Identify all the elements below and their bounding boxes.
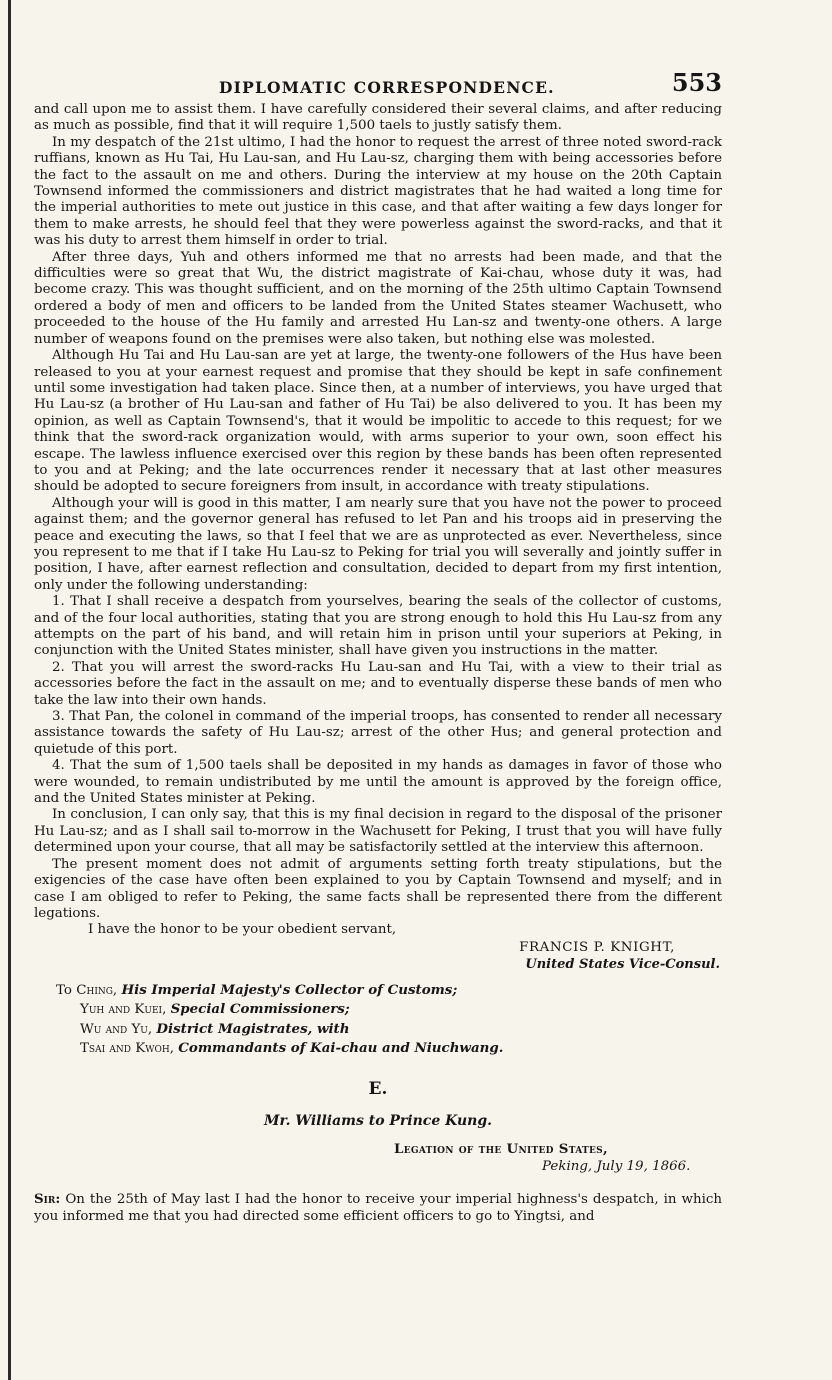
addressee-role: Special Commissioners; [170, 1001, 350, 1018]
addressee-role: District Magistrates, with [156, 1020, 350, 1037]
document-page [34, 62, 722, 1225]
legation-heading [34, 1141, 722, 1177]
page-header [34, 62, 722, 102]
closing-line: I have the honor to be your obedient servant, [88, 922, 397, 938]
paragraph: After three days, Yuh and others informed me that no arrests had been made, and that the difficulties were so great that Wu, the district magistrate of Kai-chau, whose duty it was, had become crazy. This was thought sufficient, and on the morning of the 25th ultimo Captain Townsend ordered a body of men and officers to be landed from the United States steamer Wachusett, who proceeded to the house of the Hu family and arrested Hu Lan-sz and twenty-one others. A large number of weapons found on the premises were also taken, but nothing else was molested. [34, 249, 722, 347]
salutation-label: Sir: [34, 1190, 61, 1207]
signature-block [34, 939, 722, 973]
addressee-line [56, 981, 722, 1001]
section-letter: E. [368, 1078, 388, 1099]
addressee-names: Wu and Yu, [80, 1021, 153, 1037]
addressee-names: Tsai and Kwoh, [80, 1041, 174, 1057]
legation-name: Legation of the United States, [394, 1140, 608, 1157]
paragraph: and call upon me to assist them. I have carefully considered their several claims, and after reducing as much as possible, find that it will require 1,500 taels to justly satisfy them. [34, 102, 722, 134]
paragraph: Although your will is good in this matter, I am nearly sure that you have not the power to proceed against them; and the governor general has refused to let Pan and his troops aid in preserving the peace and executing the laws, so that I feel that we are as unprotected as ever. Nevertheless, since you represent to me that if I take Hu Lau-sz to Peking for trial you will severally and jointly suffer in position, I have, after earnest reflection and consultation, decided to depart from my first intention, only under the following understanding: [34, 495, 722, 593]
paragraph: Although Hu Tai and Hu Lau-san are yet at large, the twenty-one followers of the Hus have been released to you at your earnest request and promise that they should be kept in safe confinement until some investigation had taken place. Since then, at a number of interviews, you have urged that Hu Lau-sz (a brother of Hu Lau-san and father of Hu Tai) be also delivered to you. It has been my opinion, as well as Captain Townsend's, that it would be impolitic to accede to this request; for we think that the sword-rack organization would, with arms superior to your own, soon effect his escape. The lawless influence exercised over this region by these bands has been often represented to you and at Peking; and the late occurrences render it necessary that at last other measures should be adopted to secure foreigners from insult, in accordance with treaty stipulations. [34, 348, 722, 495]
paragraph: In conclusion, I can only say, that this is my final decision in regard to the disposal of the prisoner Hu Lau-sz; and as I shall sail to-morrow in the Wachusett for Peking, I trust that you will have fully determined upon your course, that all may be satisfactorily settled at the interview this afternoon. [34, 807, 722, 856]
running-head: DIPLOMATIC CORRESPONDENCE. [219, 78, 555, 97]
addressee-prefix: To [56, 982, 77, 998]
addressee-names: Yuh and Kuei, [80, 1002, 167, 1018]
addressee-list [34, 981, 722, 1059]
legation-date: Peking, July 19, 1866. [542, 1158, 691, 1174]
addressee-role: His Imperial Majesty's Collector of Customs; [121, 981, 458, 998]
numbered-condition: 1. That I shall receive a despatch from yourselves, bearing the seals of the collector of customs, and of the four local authorities, stating that you are strong enough to hold this Hu Lau-sz from any attempts on the part of his band, and will retain him in prison until your superiors at Peking, in conjunction with the United States minister, shall have given you instructions in the matter. [34, 594, 722, 659]
addressee-line [56, 1020, 722, 1040]
addressee-names: Ching, [76, 982, 118, 998]
paragraph: In my despatch of the 21st ultimo, I had the honor to request the arrest of three noted sword-rack ruffians, known as Hu Tai, Hu Lau-san, and Hu Lau-sz, charging them with being accessories before the fact to the assault on me and others. During the interview at my house on the 20th Captain Townsend informed the commissioners and district magistrates that he had waited a long time for the imperial authorities to mete out justice in this case, and that after waiting a few days longer for them to make arrests, he should feel that they were powerless against the sword-racks, and that it was his duty to arrest them himself in order to trial. [34, 134, 722, 249]
document-title: Mr. Williams to Prince Kung. [264, 1112, 492, 1129]
page-number: 553 [671, 68, 722, 97]
numbered-condition: 3. That Pan, the colonel in command of the imperial troops, has consented to render all necessary assistance towards the safety of Hu Lau-sz; arrest of the other Hus; and general protection and quietude of this port. [34, 709, 722, 757]
page-binding-edge [8, 0, 11, 1380]
addressee-role: Commandants of Kai-chau and Niuchwang. [178, 1040, 504, 1057]
addressee-line [56, 1000, 722, 1020]
numbered-condition: 2. That you will arrest the sword-racks Hu Lau-san and Hu Tai, with a view to their trial as accessories before the fact in the assault on me; and to eventually disperse these bands of men who take the law into their own hands. [34, 659, 722, 708]
salutation-text: On the 25th of May last I had the honor to receive your imperial highness's despatch, in which you informed me that you had directed some efficient officers to go to Yingtsi, and [34, 1191, 722, 1224]
signatory-title: United States Vice-Consul. [525, 956, 720, 972]
numbered-condition: 4. That the sum of 1,500 taels shall be deposited in my hands as damages in favor of those who were wounded, to remain undistributed by me until the amount is approved by the foreign office, and the United States minister at Peking. [34, 758, 722, 807]
paragraph: The present moment does not admit of arguments setting forth treaty stipulations, but the exigencies of the case have often been explained to you by Captain Townsend and myself; and in case I am obliged to refer to Peking, the same facts shall be represented there from the different legations. [34, 856, 722, 921]
signatory-name: FRANCIS P. KNIGHT, [519, 939, 675, 955]
letter-body [34, 102, 722, 922]
addressee-line [56, 1039, 722, 1059]
salutation-paragraph [34, 1191, 722, 1225]
